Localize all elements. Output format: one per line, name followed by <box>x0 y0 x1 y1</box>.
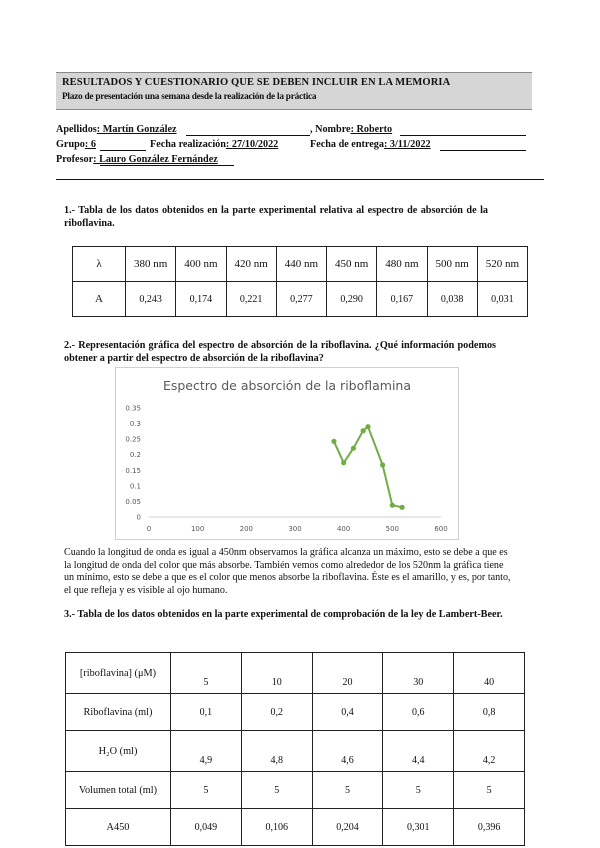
spectrum-chart <box>115 367 459 540</box>
lambda-header: λ <box>73 247 126 282</box>
fecha-realizacion-row <box>150 139 278 150</box>
y-tick-label: 0.3 <box>129 420 141 429</box>
table-row <box>73 282 528 317</box>
apellidos-row <box>56 124 177 135</box>
data-point <box>341 460 346 465</box>
table-cell: 5 <box>171 772 242 809</box>
table-cell: 5 <box>241 772 312 809</box>
data-point <box>380 462 385 467</box>
fecha-entrega-label: Fecha de entrega <box>310 139 384 150</box>
table-cell: 4,8 <box>241 731 312 772</box>
data-point <box>351 446 356 451</box>
table-cell: 0,243 <box>126 282 176 317</box>
apellidos-value: : Martín González <box>96 124 177 135</box>
table-cell: 0,277 <box>276 282 326 317</box>
row-label: H₂O (ml) <box>66 731 171 772</box>
table-cell: 4,9 <box>171 731 242 772</box>
header-divider <box>56 179 544 180</box>
question-2: 2.- Representación gráfica del espectro de absorción de la riboflavina. ¿Qué información podemos obtener a partir del espectro de absorción de la riboflavina? <box>64 340 496 364</box>
data-point <box>365 424 370 429</box>
table-row <box>66 694 525 731</box>
apellidos-underline <box>186 135 310 136</box>
table-cell: 30 <box>383 653 454 694</box>
x-tick-label: 100 <box>190 525 205 533</box>
table-cell: 0,1 <box>171 694 242 731</box>
table-cell: 10 <box>241 653 312 694</box>
table-cell: 380 nm <box>126 247 176 282</box>
fecha-entrega-row <box>310 139 431 150</box>
x-tick-label: 500 <box>385 525 400 533</box>
table-cell: 5 <box>454 772 525 809</box>
data-point <box>361 428 366 433</box>
y-tick-label: 0.1 <box>129 482 141 491</box>
table-cell: 0,167 <box>377 282 427 317</box>
profesor-underline <box>100 165 234 166</box>
table-cell: 0,8 <box>454 694 525 731</box>
y-tick-label: 0.05 <box>125 497 141 506</box>
table-cell: 40 <box>454 653 525 694</box>
fecha-realizacion-label: Fecha realización <box>150 139 226 150</box>
profesor-label: Profesor <box>56 154 94 165</box>
table-cell: 520 nm <box>477 247 527 282</box>
apellidos-label: Apellidos <box>56 124 97 135</box>
nombre-value: : Roberto <box>350 124 393 135</box>
table-cell: 0,396 <box>454 809 525 846</box>
table-cell: 20 <box>312 653 383 694</box>
document-title: RESULTADOS Y CUESTIONARIO QUE SE DEBEN INCLUIR EN LA MEMORIA <box>62 77 451 88</box>
chart-title: Espectro de absorción de la riboflamina <box>162 378 412 393</box>
y-tick-label: 0.15 <box>125 466 141 475</box>
fecha-entrega-underline <box>440 150 526 151</box>
table-cell: 0,2 <box>241 694 312 731</box>
table-cell: 500 nm <box>427 247 477 282</box>
table-cell: 0,038 <box>427 282 477 317</box>
table-row <box>66 772 525 809</box>
table-cell: 5 <box>383 772 454 809</box>
nombre-row <box>310 124 392 135</box>
grupo-underline <box>100 150 146 151</box>
series-line <box>334 427 402 508</box>
row-label: Volumen total (ml) <box>66 772 171 809</box>
y-tick-label: 0.25 <box>125 435 141 444</box>
x-tick-label: 200 <box>239 525 254 533</box>
row-label: [riboflavina] (μM) <box>66 653 171 694</box>
table-cell: 0,221 <box>226 282 276 317</box>
x-tick-label: 0 <box>146 525 152 533</box>
absorbance-header: A <box>73 282 126 317</box>
chart-svg <box>116 368 458 539</box>
table-row <box>73 247 528 282</box>
grupo-label: Grupo <box>56 139 85 150</box>
question-3: 3.- Tabla de los datos obtenidos en la parte experimental de comprobación de la ley de Lambert-Beer. <box>64 609 503 620</box>
x-tick-label: 300 <box>288 525 302 533</box>
table-cell: 5 <box>312 772 383 809</box>
table-cell: 4,6 <box>312 731 383 772</box>
row-label: Riboflavina (ml) <box>66 694 171 731</box>
table-cell: 420 nm <box>226 247 276 282</box>
table-cell: 0,301 <box>383 809 454 846</box>
table-cell: 0,106 <box>241 809 312 846</box>
table-row <box>66 809 525 846</box>
fecha-realizacion-value: : 27/10/2022 <box>225 139 279 150</box>
y-tick-label: 0.35 <box>125 404 141 413</box>
document-subtitle: Plazo de presentación una semana desde la realización de la práctica <box>62 92 317 102</box>
spectrum-table <box>72 246 528 317</box>
y-tick-label: 0 <box>136 513 141 522</box>
table-row <box>66 731 525 772</box>
table-cell: 400 nm <box>176 247 226 282</box>
table-cell: 440 nm <box>276 247 326 282</box>
table-cell: 4,4 <box>383 731 454 772</box>
nombre-underline <box>400 135 526 136</box>
table-cell: 0,4 <box>312 694 383 731</box>
table-cell: 0,204 <box>312 809 383 846</box>
lambert-beer-table <box>65 652 525 846</box>
profesor-row <box>56 154 218 165</box>
table-cell: 450 nm <box>327 247 377 282</box>
x-tick-label: 600 <box>434 525 448 533</box>
x-tick-label: 400 <box>336 525 351 533</box>
grupo-row <box>56 139 96 150</box>
table-cell: 0,049 <box>171 809 242 846</box>
table-cell: 0,290 <box>327 282 377 317</box>
y-tick-label: 0.2 <box>129 451 141 460</box>
data-point <box>390 503 395 508</box>
table-cell: 0,174 <box>176 282 226 317</box>
nombre-label: , Nombre <box>310 124 351 135</box>
data-point <box>331 439 336 444</box>
table-cell: 0,031 <box>477 282 527 317</box>
grupo-value: : 6 <box>84 139 96 150</box>
row-label: A450 <box>66 809 171 846</box>
table-row <box>66 653 525 694</box>
question-1: 1.- Tabla de los datos obtenidos en la parte experimental relativa al espectro de absorción de la riboflavina. <box>64 205 488 229</box>
table-cell: 0,6 <box>383 694 454 731</box>
table-cell: 5 <box>171 653 242 694</box>
answer-2: Cuando la longitud de onda es igual a 450nm observamos la gráfica alcanza un máximo, esto se debe a que es la longitud de onda del color que más absorbe. También vemos como alrededor de los 520nm la gráfica tiene un mínimo, esto se debe a que es el color que menos absorbe la riboflavina. Éste es el amarillo, y es, por tanto, el que refleja y es visible al ojo humano. <box>64 547 511 596</box>
table-cell: 480 nm <box>377 247 427 282</box>
table-cell: 4,2 <box>454 731 525 772</box>
profesor-value: : Lauro González Fernández <box>93 154 218 165</box>
fecha-entrega-value: : 3/11/2022 <box>383 139 431 150</box>
data-point <box>399 505 404 510</box>
